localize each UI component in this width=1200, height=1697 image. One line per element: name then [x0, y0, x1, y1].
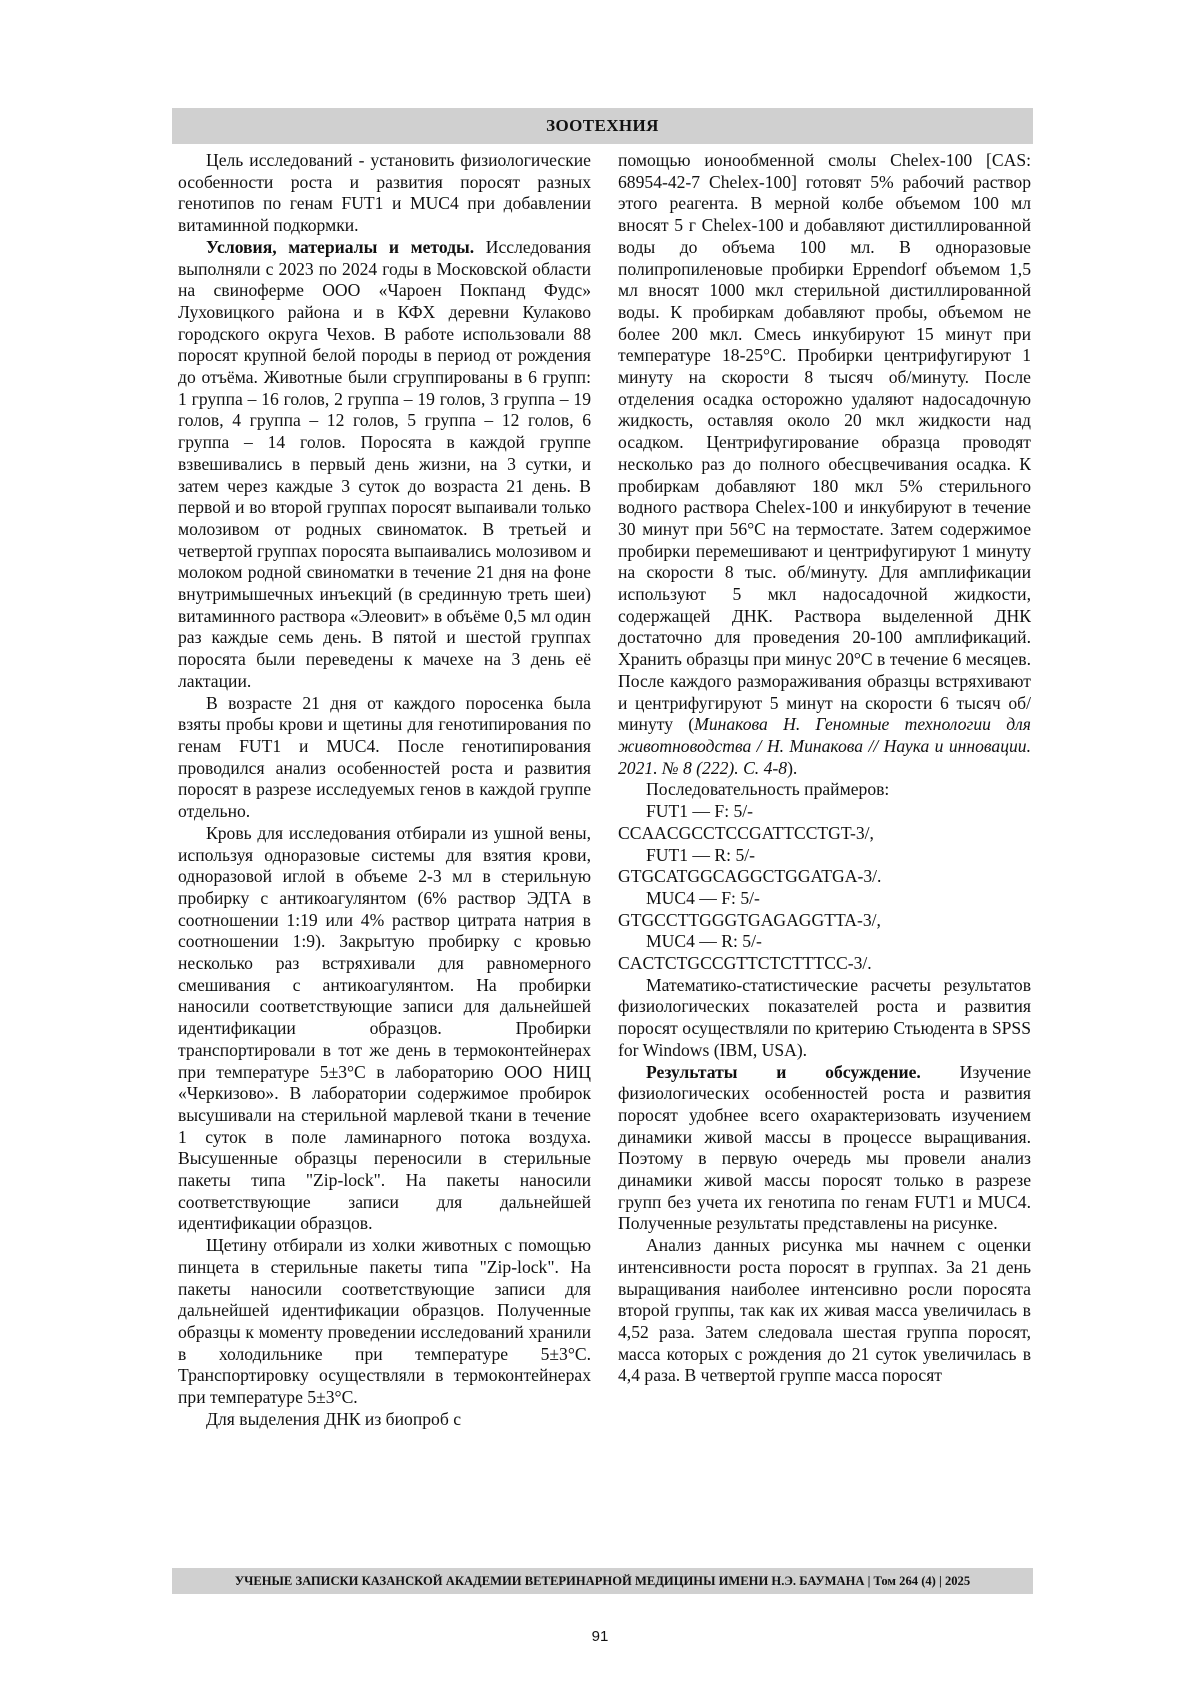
results-heading: Результаты и обсуждение.	[646, 1061, 921, 1082]
primer-label: FUT1 — R: 5/-	[646, 844, 755, 865]
primer-sequence: CACTCTGCCGTTCTCTTTCC-3/.	[618, 953, 872, 974]
primers-title: Последовательность праймеров:	[646, 779, 890, 800]
results-text: Изучение физиологических особенностей роста и развития поросят удобнее всего охарактеризовать изучением динамики живой массы в процессе выращивания. Поэтому в первую очередь мы провели анализ динамики живой массы поросят только в разрезе групп без учета их генотипа по генам FUT1 и MUC4. Полученные результаты представлены на рисунке.	[618, 1061, 1031, 1234]
section-title: ЗООТЕХНИЯ	[546, 116, 659, 135]
primer-label: MUC4 — R: 5/-	[646, 931, 762, 952]
paragraph-dna-start: Для выделения ДНК из биопроб с	[206, 1408, 462, 1429]
paragraph-chelex	[618, 150, 1031, 779]
right-column	[618, 150, 1031, 1387]
paragraph-analysis: Анализ данных рисунка мы начнем с оценки интенсивности роста поросят в группах. За 21 день выращивания наиболее интенсивно росли поросята второй группы, так как их живая масса увеличилась в 4,52 раза. Затем следовала шестая группа поросят, масса которых с рождения до 21 суток увеличилась в 4,4 раза. В четвертой группе масса поросят	[618, 1235, 1031, 1386]
primer-sequence: GTGCCTTGGGTGAGAGGTTA-3/,	[618, 909, 881, 930]
journal-footer	[172, 1568, 1033, 1594]
paragraph-bristle: Щетину отбирали из холки животных с помощью пинцета в стерильные пакеты типа "Zip-lock". На пакеты наносили соответствующие записи для дальнейшей идентификации образцов. Полученные образцы к моменту проведении исследований хранили в холодильнике при температуре 5±3°С. Транспортировку осуществляли в термоконтейнерах при температуре 5±3°С.	[178, 1235, 591, 1408]
chelex-text: помощью ионообменной смолы Chelex-100 [CAS: 68954-42-7 Chelex-100] готовят 5% рабочий раствор этого реагента. В мерной колбе объемом 100 мл вносят 5 г Chelex-100 и добавляют дистиллированной воды до объема 100 мл. В одноразовые полипропиленовые пробирки Eppendorf объемом 1,5 мл вносят 1000 мкл стерильной дистиллированной воды. К пробиркам добавляют пробы, объемом не более 200 мкл. Смесь инкубируют 15 минут при температуре 18-25°С. Пробирки центрифугируют 1 минуту на скорости 8 тысяч об/минуту. После отделения осадка осторожно удаляют надосадочную жидкость, оставляя около 20 мкл жидкости над осадком. Центрифугирование образца проводят несколько раз до полного обесцвечивания осадка. К пробиркам добавляют 180 мкл 5% стерильного водного раствора Chelex-100 и инкубируют в течение 30 минут при 56°С на термостате. Затем содержимое пробирки перемешивают и центрифугируют 1 минуту на скорости 8 тыс. об/минуту. Для амплификации используют 5 мкл надосадочной жидкости, содержащей ДНК. Раствора выделенной ДНК достаточно для проведения 20-100 амплификаций. Хранить образцы при минус 20°С в течение 6 месяцев. После каждого размораживания образцы встряхивают и центрифугируют 5 минут на скорости 6 тысяч об/минуту (	[618, 150, 1031, 735]
paragraph-results	[618, 1062, 1031, 1236]
left-column	[178, 150, 591, 1430]
primer-sequence: GTGCATGGCAGGCTGGATGA-3/.	[618, 866, 882, 887]
primer-sequence: CCAACGCCTCCGATTCCTGT-3/,	[618, 822, 874, 843]
primer-label: MUC4 — F: 5/-	[646, 887, 760, 908]
paragraph-sampling: В возрасте 21 дня от каждого поросенка была взяты пробы крови и щетины для генотипирования по генам FUT1 и MUC4. После генотипирования проводился анализ особенностей роста и развития поросят в разрезе исследуемых генов в каждой группе отдельно.	[178, 692, 591, 822]
paragraph-aim: Цель исследований - установить физиологические особенности роста и развития поросят разных генотипов по генам FUT1 и MUC4 при добавлении витаминной подкормки.	[178, 150, 591, 236]
paragraph-statistics: Математико-статистические расчеты результатов физиологических показателей роста и развития поросят осуществляли по критерию Стьюдента в SPSS for Windows (IBM, USA).	[618, 974, 1031, 1060]
paragraph-methods	[178, 237, 591, 693]
citation: Минакова Н. Геномные технологии для животноводства / Н. Минакова // Наука и инновации. 2021. № 8 (222). С. 4-8	[618, 714, 1031, 778]
methods-heading: Условия, материалы и методы.	[206, 236, 475, 257]
methods-text: Исследования выполняли с 2023 по 2024 годы в Московской области на свиноферме ООО «Чароен Покпанд Фудс» Луховицкого района и в КФХ деревни Кулаково городского округа Чехов. В работе использовали 88 поросят крупной белой породы в период от рождения до отъёма. Животные были сгруппированы в 6 групп: 1 группа – 16 голов, 2 группа – 19 голов, 3 группа – 19 голов, 4 группа – 12 голов, 5 группа – 12 голов, 6 группа – 14 голов. Поросята в каждой группе взвешивались в первый день жизни, на 3 сутки, и затем через каждые 3 суток до возраста 21 день. В первой и во второй группах поросят выпаивали только молозивом от родных свиноматок. В третьей и четвертой группах поросята выпаивались молозивом и молоком родной свиноматки в течение 21 дня на фоне внутримышечных инъекций (в срединную треть шеи) витаминного раствора «Элеовит» в объёме 0,5 мл один раз каждые семь день. В пятой и шестой группах поросята были переведены к мачехе на 3 день её лактации.	[178, 236, 591, 691]
section-header	[172, 108, 1033, 144]
page-number: 91	[591, 1628, 609, 1645]
primer-label: FUT1 — F: 5/-	[646, 801, 754, 822]
paragraph-blood: Кровь для исследования отбирали из ушной вены, используя одноразовые системы для взятия крови, одноразовой иглой в объеме 2-3 мл в стерильную пробирку с антикоагулянтом (6% раствор ЭДТА в соотношении 1:19 или 4% раствор цитрата натрия в соотношении 1:9). Закрытую пробирку с кровью несколько раз встряхивали для равномерного смешивания с антикоагулянтом. На пробирки наносили соответствующие записи для дальнейшей идентификации образцов. Пробирки транспортировали в тот же день в термоконтейнерах при температуре 5±3°С в лабораторию ООО НИЦ «Черкизово». В лаборатории содержимое пробирок высушивали на стерильной марлевой ткани в течение 1 суток в поле ламинарного потока воздуха. Высушенные образцы переносили в стерильные пакеты типа "Zip-lock". На пакеты наносили соответствующие записи для дальнейшей идентификации образцов.	[178, 822, 591, 1234]
chelex-end: ).	[787, 757, 798, 778]
journal-title: УЧЕНЫЕ ЗАПИСКИ КАЗАНСКОЙ АКАДЕМИИ ВЕТЕРИНАРНОЙ МЕДИЦИНЫ ИМЕНИ Н.Э. БАУМАНА | Том 264 (4) | 2025	[234, 1573, 971, 1588]
